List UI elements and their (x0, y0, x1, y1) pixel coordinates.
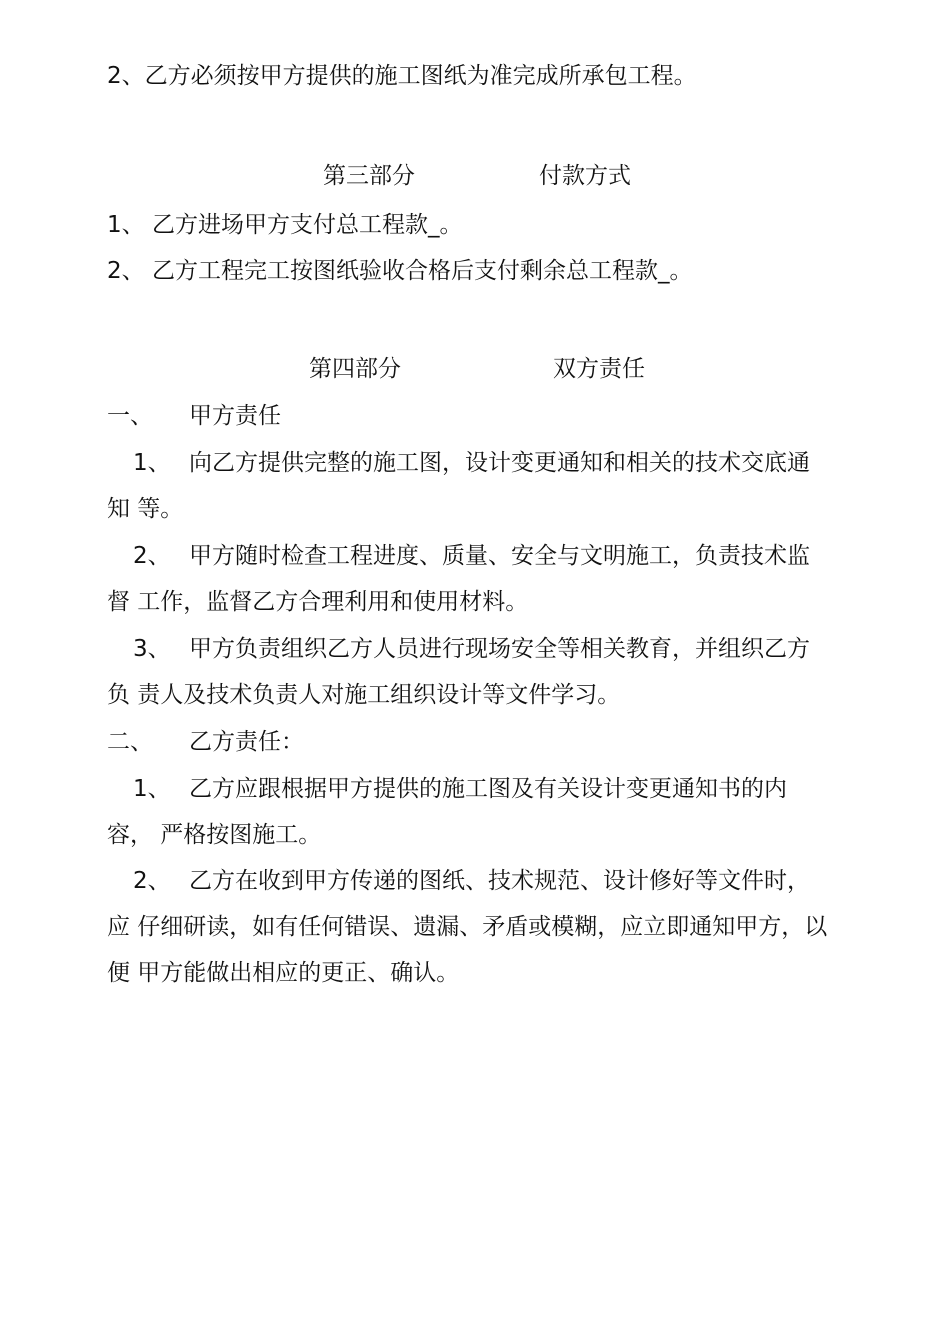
section-a-num: 一、 (107, 403, 153, 429)
section-a-item-3-line2: 负 责人及技术负责人对施工组织设计等文件学习。 (107, 682, 621, 708)
section-a-item-2-line1: 甲方随时检查工程进度、质量、安全与文明施工，负责技术监 (189, 543, 810, 569)
section-a-item-1-line2: 知 等。 (107, 496, 184, 522)
section-b-num: 二、 (107, 729, 153, 755)
part4-title: 双方责任 (553, 356, 645, 382)
section-a-item-1-line1: 向乙方提供完整的施工图，设计变更通知和相关的技术交底通 (189, 450, 810, 476)
section-a-title: 甲方责任 (189, 403, 281, 429)
section-a-item-3-line1: 甲方负责组织乙方人员进行现场安全等相关教育，并组织乙方 (189, 636, 810, 662)
section-a-item-2-line2: 督 工作，监督乙方合理利用和使用材料。 (107, 589, 529, 615)
top-item: 2、乙方必须按甲方提供的施工图纸为准完成所承包工程。 (107, 63, 697, 89)
part3-item-1-num: 1、 (107, 212, 145, 238)
section-a-item-3-num: 3、 (133, 636, 171, 662)
part3-item-2-num: 2、 (107, 258, 145, 284)
section-b-title: 乙方责任： (189, 729, 304, 755)
section-b-item-1-num: 1、 (133, 776, 171, 802)
section-b-item-1-line1: 乙方应跟根据甲方提供的施工图及有关设计变更通知书的内 (189, 776, 787, 802)
section-a-item-1-num: 1、 (133, 450, 171, 476)
section-a-item-2-num: 2、 (133, 543, 171, 569)
section-b-item-2-line3: 便 甲方能做出相应的更正、确认。 (107, 960, 460, 986)
section-b-item-2-num: 2、 (133, 868, 171, 894)
section-b-item-1-line2: 容， 严格按图施工。 (107, 822, 322, 848)
section-b-item-2-line1: 乙方在收到甲方传递的图纸、技术规范、设计修好等文件时， (189, 868, 810, 894)
part3-title: 付款方式 (539, 163, 631, 189)
part4-label: 第四部分 (309, 356, 401, 382)
part3-item-1-text: 乙方进场甲方支付总工程款_。 (152, 212, 463, 238)
section-b-item-2-line2: 应 仔细研读，如有任何错误、遗漏、矛盾或模糊，应立即通知甲方，以 (107, 914, 828, 940)
part3-item-2-text: 乙方工程完工按图纸验收合格后支付剩余总工程款_。 (152, 258, 693, 284)
part3-label: 第三部分 (323, 163, 415, 189)
